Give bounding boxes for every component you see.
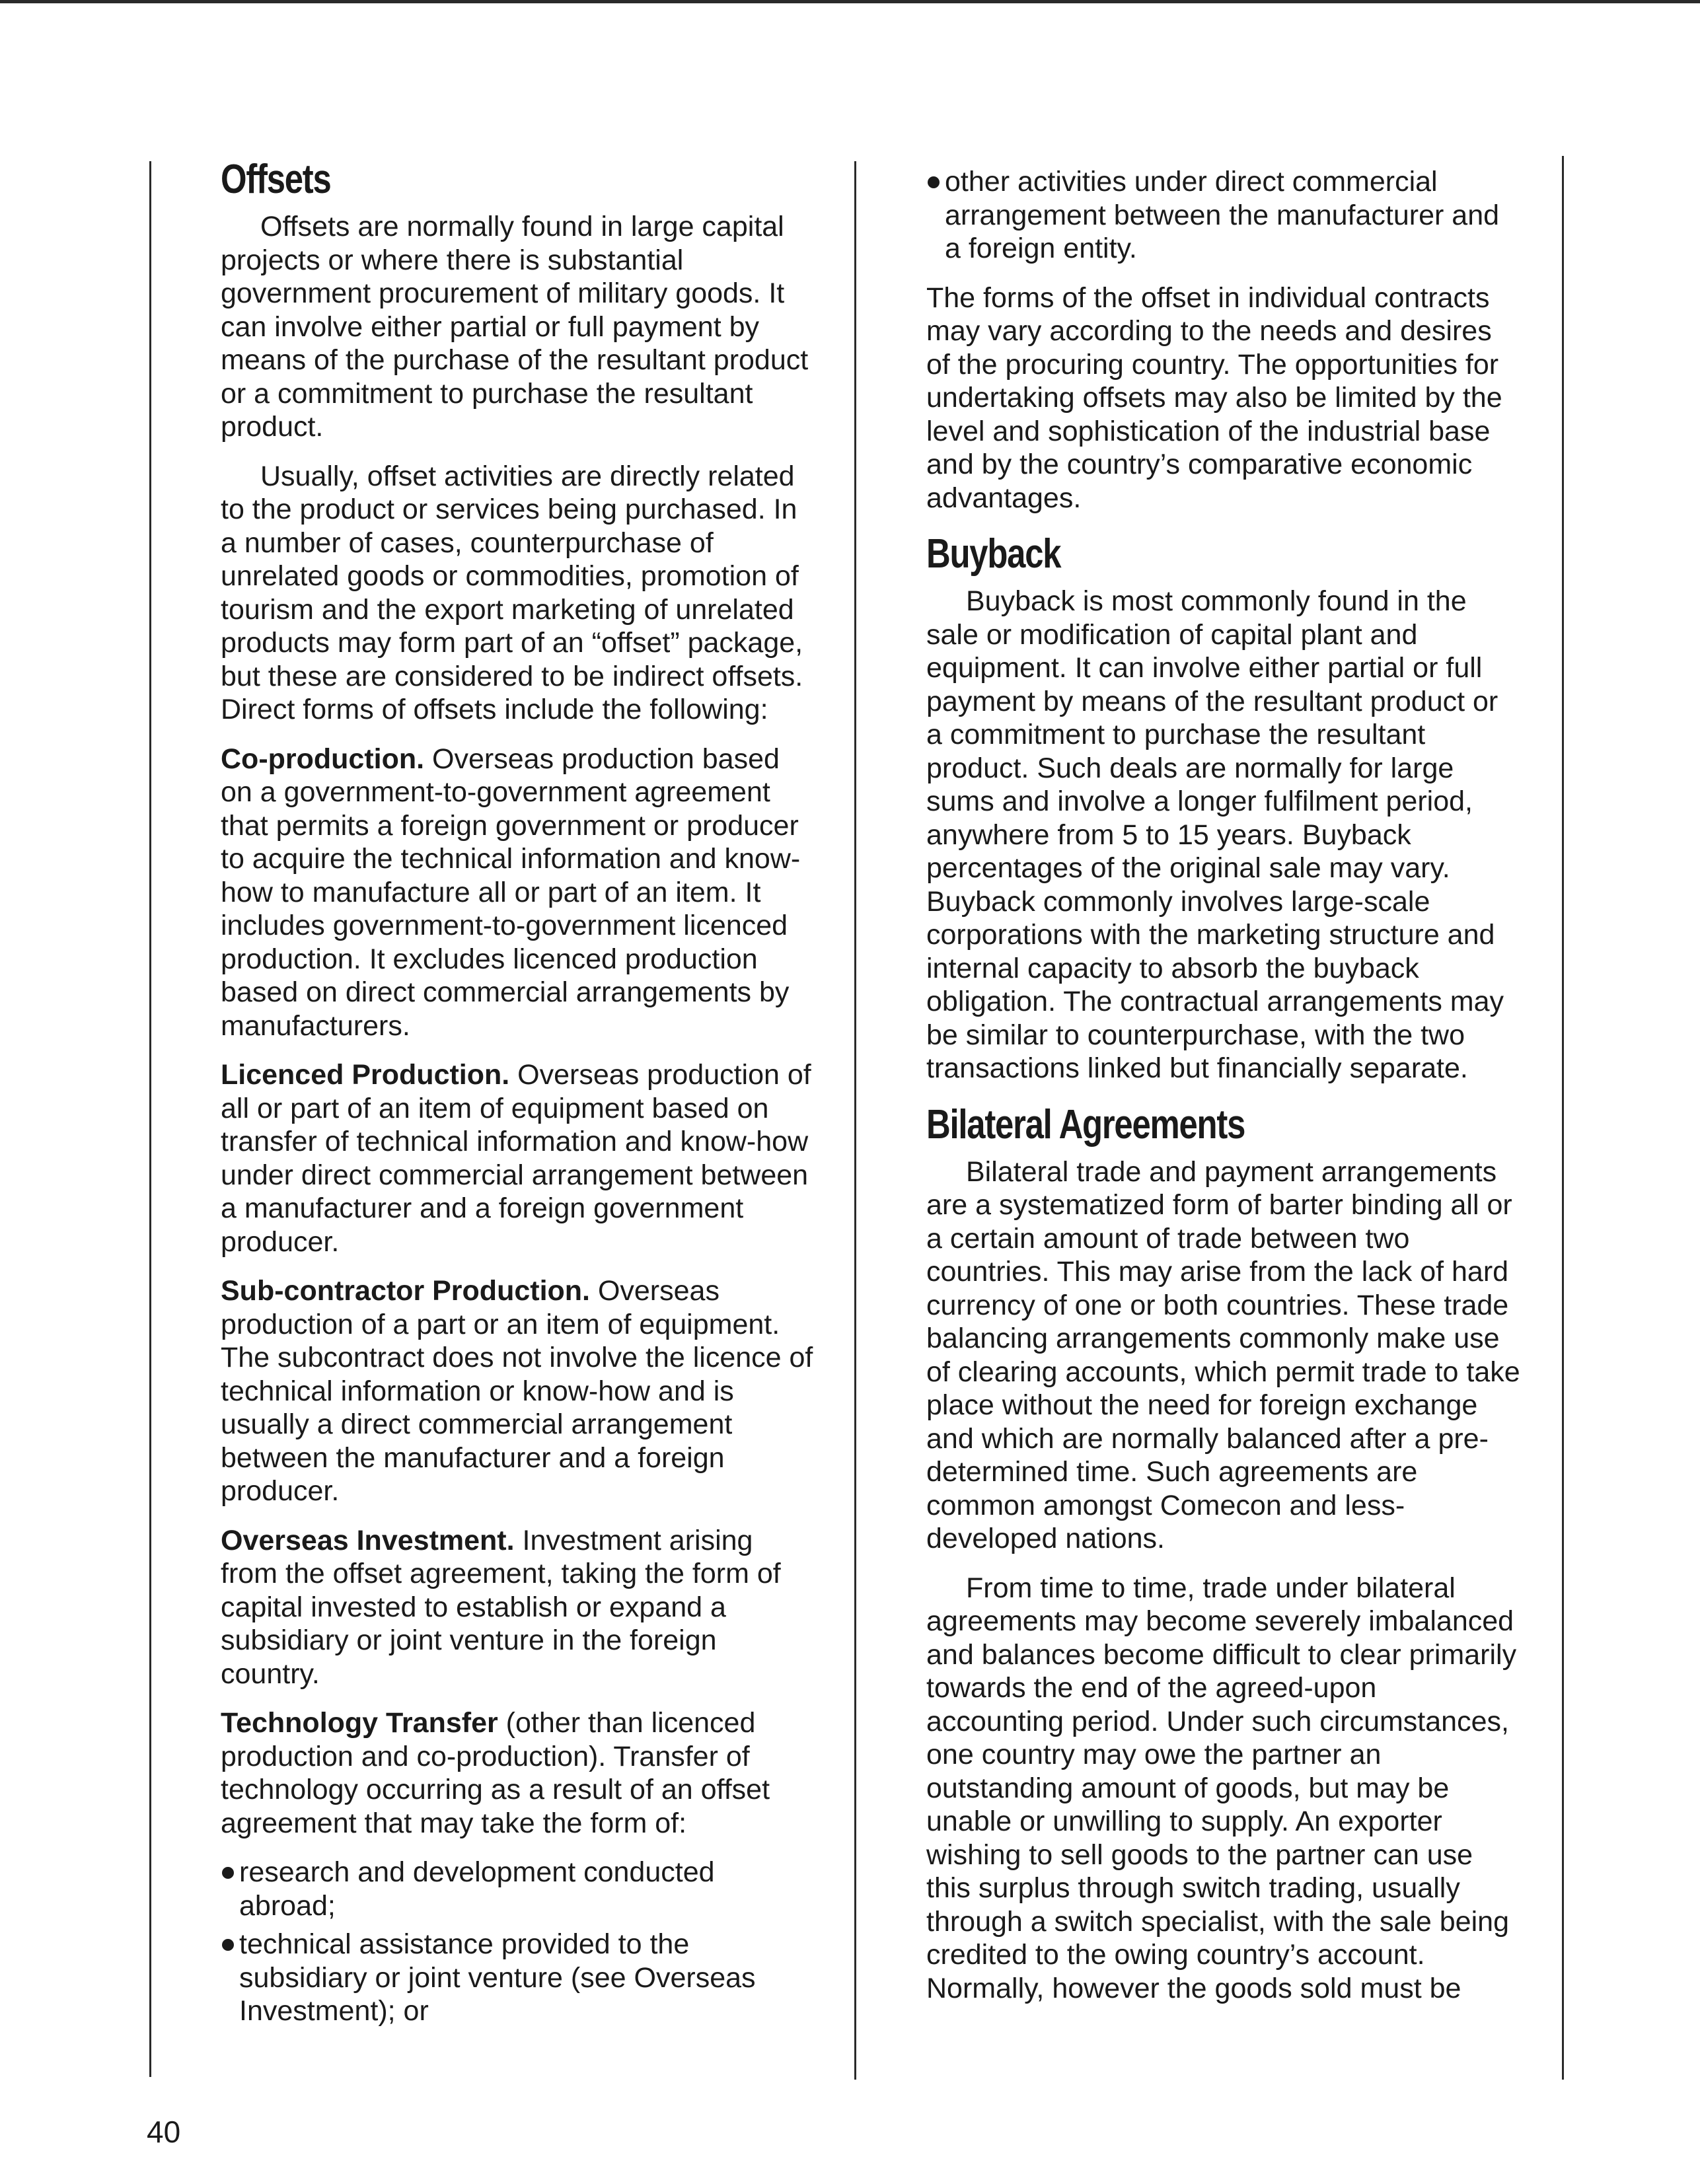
offsets-heading: Offsets bbox=[221, 157, 331, 202]
bilateral-agreements-heading: Bilateral Agreements bbox=[926, 1101, 1245, 1147]
coproduction-paragraph bbox=[221, 743, 815, 1043]
left-column-rule bbox=[149, 161, 151, 2077]
technology-transfer-paragraph bbox=[221, 1706, 815, 1840]
subcontractor-production-term: Sub-contractor Production. bbox=[221, 1275, 590, 1307]
buyback-paragraph: Buyback is most commonly found in the sale or modification of capital plant and equipment. It can involve either partial or full payment by means of the resultant product or a commitment to purchase the resultant product. Such deals are normally for large sums and involve a longer fulfilment period, anywhere from 5 to 15 years. Buyback percentages of the original sale may vary. Buyback commonly involves large-scale corporations with the marketing structure and internal capacity to absorb the buyback obligation. The contractual arrangements may be similar to counterpurchase, with the two transactions linked but financially separate. bbox=[926, 585, 1504, 1084]
subcontractor-production-paragraph bbox=[221, 1274, 815, 1508]
overseas-investment-text: Investment arising from the offset agreement, taking the form of capital invested to establish or expand a subsidiary or joint venture in the foreign country. bbox=[221, 1524, 781, 1690]
offsets-paragraph-2: Usually, offset activities are directly related to the product or services being purchased. In a number of cases, counterpurchase of unrelated goods or commodities, promotion of tourism and the export marketing of unrelated products may form part of an “offset” package, but these are considered to be indirect offsets. Direct forms of offsets include the following: bbox=[221, 460, 803, 725]
overseas-investment-paragraph bbox=[221, 1524, 815, 1691]
subcontractor-production-text: Overseas production of a part or an item of equipment. The subcontract does not involve the licence of technical information or know-how and is usually a direct commercial arrangement between the manufacturer and a foreign producer. bbox=[221, 1275, 813, 1507]
licenced-production-text: Overseas production of all or part of an item of equipment based on transfer of technical information and know-how under direct commercial arrangement between a manufacturer and a foreign government producer. bbox=[221, 1059, 811, 1258]
technology-transfer-term: Technology Transfer bbox=[221, 1707, 498, 1739]
licenced-production-paragraph bbox=[221, 1058, 815, 1258]
technology-transfer-list-continued bbox=[926, 165, 1521, 266]
right-column-rule bbox=[1562, 156, 1564, 2080]
right-column bbox=[926, 165, 1521, 2021]
left-column bbox=[221, 156, 815, 2044]
page-number: 40 bbox=[147, 2115, 181, 2149]
offset-forms-paragraph: The forms of the offset in individual contracts may vary according to the needs and desires of the procuring country. The opportunities for undertaking offsets may also be limited by the level and sophistication of the industrial base and by the country’s comparative economic advantages. bbox=[926, 281, 1502, 514]
coproduction-term: Co-production. bbox=[221, 743, 425, 775]
center-column-rule bbox=[854, 161, 856, 2080]
coproduction-text: Overseas production based on a government-to-government agreement that permits a foreign government or producer to acquire the technical information and know-how to manufacture all or part of an item. It includes government-to-government licenced production. It excludes licenced production based on direct commercial arrangements by manufacturers. bbox=[221, 743, 801, 1042]
top-border bbox=[0, 0, 1700, 3]
buyback-heading: Buyback bbox=[926, 531, 1061, 577]
list-item: other activities under direct commercial arrangement between the manufacturer and a foreign entity. bbox=[926, 165, 1521, 266]
overseas-investment-term: Overseas Investment. bbox=[221, 1524, 515, 1556]
list-item: research and development conducted abroad; bbox=[221, 1856, 815, 1922]
offsets-paragraph-1: Offsets are normally found in large capital projects or where there is substantial government procurement of military goods. It can involve either partial or full payment by means of the purchase of the resultant product or a commitment to purchase the resultant product. bbox=[221, 211, 809, 443]
bilateral-paragraph-1: Bilateral trade and payment arrangements are a systematized form of barter binding all or a certain amount of trade between two countries. This may arise from the lack of hard currency of one or both countries. These trade balancing arrangements commonly make use of clearing accounts, which permit trade to take place without the need for foreign exchange and which are normally balanced after a pre-determined time. Such agreements are common amongst Comecon and less-developed nations. bbox=[926, 1155, 1520, 1554]
bilateral-paragraph-2: From time to time, trade under bilateral agreements may become severely imbalanced and balances become difficult to clear primarily towards the end of the agreed-upon accounting period. Under such circumstances, one country may owe the partner an outstanding amount of goods, but may be unable or unwilling to supply. An exporter wishing to sell goods to the partner can use this surplus through switch trading, usually through a switch specialist, with the sale being credited to the owing country’s account. Normally, however the goods sold must be bbox=[926, 1572, 1517, 2004]
list-item: technical assistance provided to the subsidiary or joint venture (see Overseas Investment); or bbox=[221, 1928, 815, 2028]
technology-transfer-text: (other than licenced production and co-production). Transfer of technology occurring as a result of an offset agreement that may take the form of: bbox=[221, 1707, 770, 1839]
licenced-production-term: Licenced Production. bbox=[221, 1059, 510, 1091]
technology-transfer-list bbox=[221, 1856, 815, 2028]
